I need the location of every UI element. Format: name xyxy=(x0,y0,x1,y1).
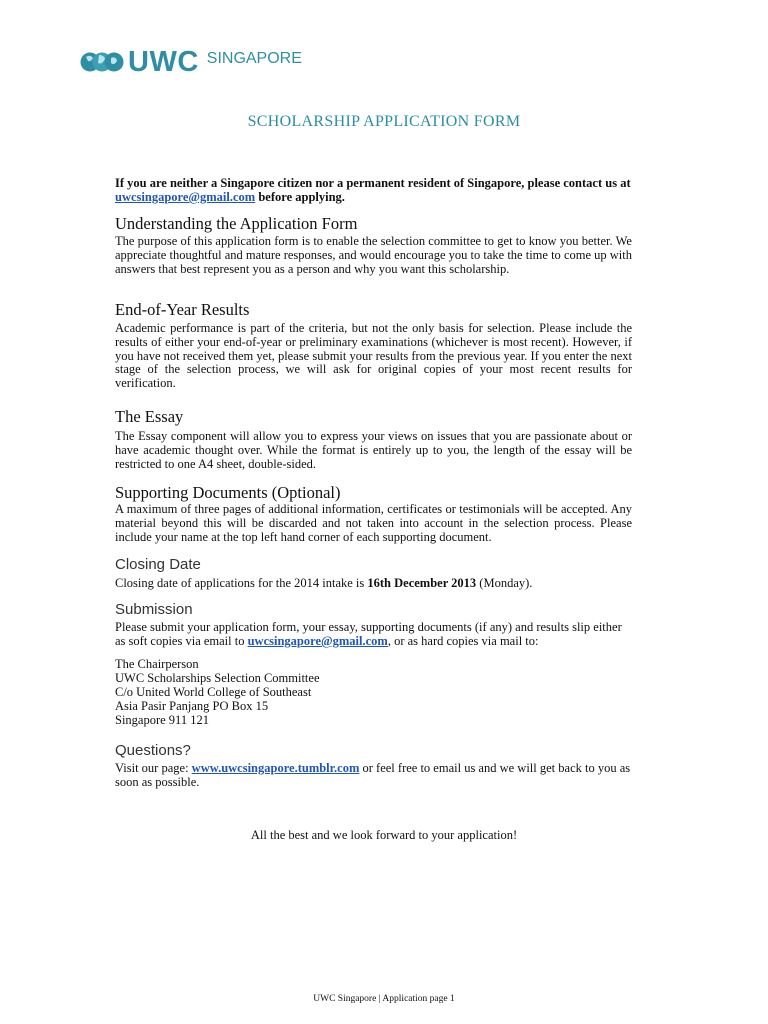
page-title: SCHOLARSHIP APPLICATION FORM xyxy=(247,113,521,130)
paragraph-submission xyxy=(115,620,635,648)
closing-date-prefix: Closing date of applications for the 2014 intake is xyxy=(115,576,368,590)
submission-email-link[interactable]: uwcsingapore@gmail.com xyxy=(247,634,388,648)
address-line: Asia Pasir Panjang PO Box 15 xyxy=(115,699,269,713)
logo-subtitle: SINGAPORE xyxy=(206,50,302,67)
heading-results: End-of-Year Results xyxy=(115,300,250,319)
notice-text: If you are neither a Singapore citizen nor a permanent resident of Singapore, please contact us at xyxy=(115,176,631,190)
logo-wordmark: UWC xyxy=(128,46,199,78)
notice-email-link[interactable]: uwcsingapore@gmail.com xyxy=(115,190,256,204)
address-line: Singapore 911 121 xyxy=(115,713,209,727)
heading-understanding: Understanding the Application Form xyxy=(115,214,358,233)
heading-submission: Submission xyxy=(115,601,193,618)
paragraph-essay: The Essay component will allow you to express your views on issues that you are passionate about or have academic thought over. While the format is entirely up to you, the length of the essay will be restricted to one A4 sheet, double-sided. xyxy=(115,429,632,471)
questions-prefix: Visit our page: xyxy=(115,761,192,775)
heading-closing-date: Closing Date xyxy=(115,556,201,573)
notice-suffix: before applying. xyxy=(255,190,345,204)
questions-suffix: or feel free to email us and we will get back to you as soon as possible. xyxy=(115,761,631,789)
page-footer: UWC Singapore | Application page 1 xyxy=(313,994,455,1004)
address-line: UWC Scholarships Selection Committee xyxy=(115,671,320,685)
globe-icon xyxy=(80,45,124,79)
heading-essay: The Essay xyxy=(115,407,184,426)
submission-suffix: , or as hard copies via mail to: xyxy=(387,634,539,648)
paragraph-questions xyxy=(115,761,635,789)
closing-date-value: 16th December 2013 xyxy=(367,576,477,590)
paragraph-supporting: A maximum of three pages of additional information, certificates or testimonials will be accepted. Any material beyond this will be discarded and not taken into account in the selection process. Please include your name at the top left hand corner of each supporting document. xyxy=(115,502,632,544)
paragraph-understanding: The purpose of this application form is to enable the selection committee to get to know you better. We appreciate thoughtful and mature responses, and would encourage you to take the time to come up with answers that best represent you as a person and why you want this scholarship. xyxy=(115,234,632,276)
residency-notice xyxy=(115,176,635,204)
address-line: The Chairperson xyxy=(115,657,199,671)
uwc-logo xyxy=(80,44,302,80)
closing-line: All the best and we look forward to your application! xyxy=(250,828,518,842)
heading-supporting: Supporting Documents (Optional) xyxy=(115,483,341,502)
address-line: C/o United World College of Southeast xyxy=(115,685,312,699)
closing-date-suffix: (Monday). xyxy=(476,576,533,590)
paragraph-results: Academic performance is part of the criteria, but not the only basis for selection. Please include the results of either your end-of-year or preliminary examinations (whichever is most recent). However, if you have not received them yet, please submit your results from the previous year. If you enter the next stage of the selection process, we will ask for original copies of your most recent results for verification. xyxy=(115,321,632,391)
submission-prefix: Please submit your application form, your essay, supporting documents (if any) and results slip either as soft copies via email to xyxy=(115,620,622,648)
heading-questions: Questions? xyxy=(115,742,191,759)
mailing-address xyxy=(115,657,320,727)
tumblr-link[interactable]: www.uwcsingapore.tumblr.com xyxy=(191,761,360,775)
paragraph-closing-date xyxy=(115,576,635,590)
